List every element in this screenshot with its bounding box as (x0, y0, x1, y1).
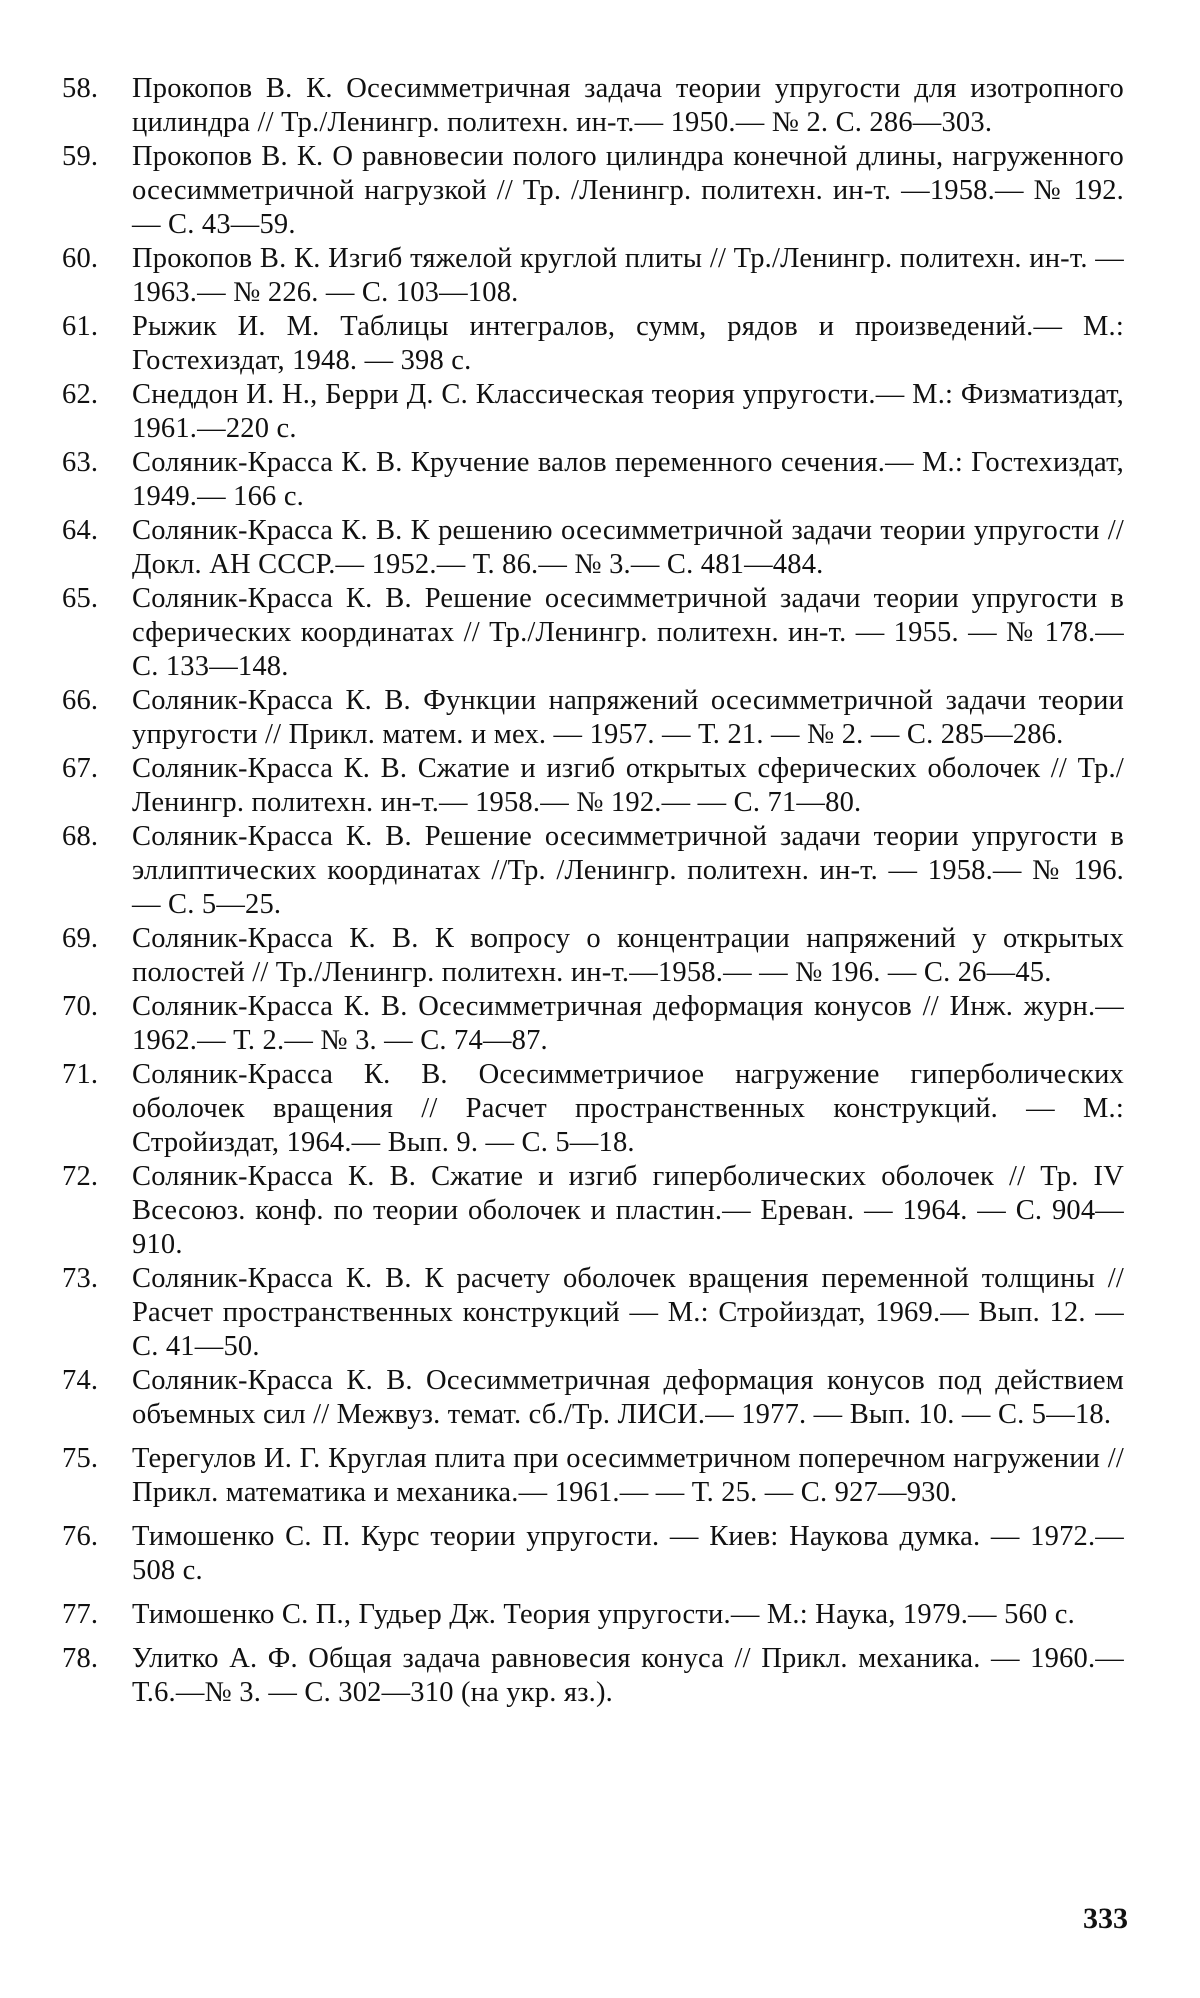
reference-text: Терегулов И. Г. Круглая плита при осесимметричном поперечном нагружении //Прикл. математика и механика.— 1961.— — Т. 25. — С. 927—930. (132, 1443, 1124, 1508)
reference-item (62, 1520, 1124, 1588)
reference-text: Улитко А. Ф. Общая задача равновесия конуса // Прикл. механика. — 1960.— Т.6.—№ 3. — С. 302—310 (на укр. яз.). (132, 1643, 1124, 1708)
reference-item (62, 752, 1124, 820)
reference-item (62, 820, 1124, 922)
reference-number: 73. (62, 1263, 99, 1294)
reference-number: 72. (62, 1161, 99, 1192)
reference-item (62, 310, 1124, 378)
reference-number: 62. (62, 379, 99, 410)
reference-text: Снеддон И. Н., Берри Д. С. Классическая теория упругости.— М.: Физматиздат, 1961.—220 с. (132, 379, 1124, 444)
reference-number: 69. (62, 923, 99, 954)
reference-number: 68. (62, 821, 99, 852)
reference-item (62, 514, 1124, 582)
reference-number: 61. (62, 311, 99, 342)
reference-text: Соляник-Красса К. В. Кручение валов переменного сечения.— М.: Гостехиздат, 1949.— 166 с. (132, 447, 1124, 512)
reference-number: 58. (62, 73, 99, 104)
reference-text: Тимошенко С. П. Курс теории упругости. — Киев: Наукова думка. — 1972.— 508 с. (132, 1521, 1124, 1586)
reference-number: 65. (62, 583, 99, 614)
reference-item (62, 684, 1124, 752)
reference-number: 67. (62, 753, 99, 784)
reference-number: 71. (62, 1059, 99, 1090)
reference-text: Прокопов В. К. Изгиб тяжелой круглой плиты // Тр./Ленингр. политехн. ин-т. — 1963.— № 226. — С. 103—108. (132, 243, 1124, 308)
reference-number: 59. (62, 141, 99, 172)
reference-text: Соляник-Красса К. В. Сжатие и изгиб открытых сферических оболочек // Тр./Ленингр. политехн. ин-т.— 1958.— № 192.— — С. 71—80. (132, 753, 1124, 818)
reference-text: Прокопов В. К. Осесимметричная задача теории упругости для изотропного цилиндра // Тр./Ленингр. политехн. ин-т.— 1950.— № 2. С. 286—303. (132, 73, 1124, 138)
reference-text: Тимошенко С. П., Гудьер Дж. Теория упругости.— М.: Наука, 1979.— 560 с. (132, 1599, 1075, 1630)
reference-item (62, 990, 1124, 1058)
reference-item (62, 378, 1124, 446)
reference-list (62, 72, 1124, 1710)
reference-text: Соляник-Красса К. В. Сжатие и изгиб гиперболических оболочек // Тр. IV Всесоюз. конф. по теории оболочек и пластин.— Ереван. — 1964. — С. 904—910. (132, 1161, 1124, 1260)
reference-item (62, 242, 1124, 310)
reference-text: Соляник-Красса К. В. Осесимметричная деформация конусов // Инж. журн.— 1962.— Т. 2.— № 3. — С. 74—87. (132, 991, 1124, 1056)
page-number: 333 (1083, 1902, 1128, 1935)
reference-text: Соляник-Красса К. В. Функции напряжений осесимметричной задачи теории упругости // Прикл. матем. и мех. — 1957. — Т. 21. — № 2. — С. 285—286. (132, 685, 1124, 750)
reference-number: 74. (62, 1365, 99, 1396)
reference-number: 63. (62, 447, 99, 478)
reference-text: Соляник-Красса К. В. Осесимметричная деформация конусов под действием объемных сил // Межвуз. темат. сб./Тр. ЛИСИ.— 1977. — Вып. 10. — С. 5—18. (132, 1365, 1124, 1430)
reference-number: 66. (62, 685, 99, 716)
reference-text: Прокопов В. К. О равновесии полого цилиндра конечной длины, нагруженного осесимметричной нагрузкой // Тр. /Ленингр. политехн. ин-т. —1958.— № 192.— С. 43—59. (132, 141, 1124, 240)
reference-item (62, 1058, 1124, 1160)
reference-text: Соляник-Красса К. В. Решение осесимметричной задачи теории упругости в сферических координатах // Тр./Ленингр. политехн. ин-т. — 1955. — № 178.— С. 133—148. (132, 583, 1124, 682)
reference-text: Соляник-Красса К. В. К вопросу о концентрации напряжений у открытых полостей // Тр./Ленингр. политехн. ин-т.—1958.— — № 196. — С. 26—45. (132, 923, 1124, 988)
reference-item (62, 1160, 1124, 1262)
reference-item (62, 446, 1124, 514)
reference-text: Соляник-Красса К. В. К решению осесимметричной задачи теории упругости // Докл. АН СССР.— 1952.— Т. 86.— № 3.— С. 481—484. (132, 515, 1124, 580)
reference-text: Соляник-Красса К. В. Решение осесимметричной задачи теории упругости в эллиптических координатах //Тр. /Ленингр. политехн. ин-т. — 1958.— № 196. — С. 5—25. (132, 821, 1124, 920)
reference-number: 64. (62, 515, 99, 546)
reference-item (62, 1262, 1124, 1364)
reference-text: Соляник-Красса К. В. К расчету оболочек вращения переменной толщины // Расчет пространственных конструкций — М.: Стройиздат, 1969.— Вып. 12. — С. 41—50. (132, 1263, 1124, 1362)
reference-number: 76. (62, 1521, 99, 1552)
reference-number: 60. (62, 243, 99, 274)
reference-page (62, 72, 1124, 1710)
reference-item (62, 1442, 1124, 1510)
reference-item (62, 922, 1124, 990)
reference-item (62, 72, 1124, 140)
reference-number: 78. (62, 1643, 99, 1674)
reference-item (62, 582, 1124, 684)
reference-number: 70. (62, 991, 99, 1022)
reference-text: Рыжик И. М. Таблицы интегралов, сумм, рядов и произведений.— М.: Гостехиздат, 1948. — 398 с. (132, 311, 1124, 376)
reference-item (62, 1642, 1124, 1710)
reference-item (62, 1598, 1124, 1632)
reference-text: Соляник-Красса К. В. Осесимметричиое нагружение гиперболических оболочек вращения // Расчет пространственных конструкций. — М.: Стройиздат, 1964.— Вып. 9. — С. 5—18. (132, 1059, 1124, 1158)
reference-item (62, 1364, 1124, 1432)
reference-number: 77. (62, 1599, 99, 1630)
reference-number: 75. (62, 1443, 99, 1474)
reference-item (62, 140, 1124, 242)
